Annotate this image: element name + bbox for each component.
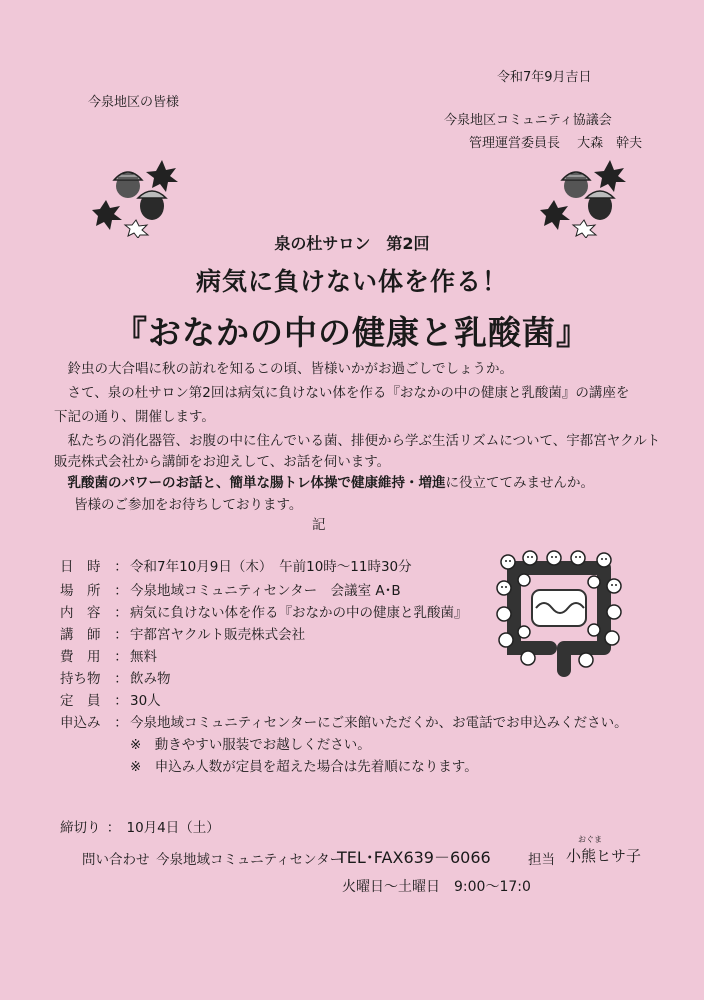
detail-value: 令和7年10月9日（木） 午前10時〜11時30分 bbox=[130, 559, 412, 575]
intro-line: 販売株式会社から講師をお迎えして、お話を伺います。 bbox=[54, 454, 391, 470]
office-hours: 火曜日〜土曜日 9:00〜17:0 bbox=[342, 879, 531, 895]
intro-line: 下記の通り、開催します。 bbox=[54, 409, 215, 425]
autumn-leaves-acorns-icon bbox=[92, 158, 182, 238]
smiling-intestine-bacteria-icon bbox=[494, 548, 624, 678]
detail-label: 申込み bbox=[60, 715, 101, 731]
deadline-row: 締切り ： 10月4日（土） bbox=[60, 820, 220, 836]
contact-center: 今泉地域コミュニティセンター bbox=[156, 852, 344, 868]
detail-row-fee: 費 用 ： 無料 bbox=[60, 645, 157, 665]
detail-value: 飲み物 bbox=[130, 671, 171, 687]
note-line: ※ 申込み人数が定員を超えた場合は先着順になります。 bbox=[130, 759, 478, 775]
intro-line: さて、泉の杜サロン第2回は病気に負けない体を作る『おなかの中の健康と乳酸菌』の講座を bbox=[54, 385, 630, 401]
intro-line: 鈴虫の大合唱に秋の訪れを知るこの頃、皆様いかがお過ごしでしょうか。 bbox=[54, 361, 513, 377]
highlight-bold: 乳酸菌のパワーのお話と、簡単な腸トレ体操で健康維持・増進 bbox=[67, 475, 446, 491]
detail-value: 病気に負けない体を作る『おなかの中の健康と乳酸菌』 bbox=[130, 605, 468, 621]
detail-label: 内 容 bbox=[60, 605, 101, 621]
detail-row-belongings: 持ち物 ： 飲み物 bbox=[60, 667, 171, 687]
detail-row-place: 場 所 ： 今泉地域コミュニティセンター 会議室 A･B bbox=[60, 579, 401, 599]
detail-value: 今泉地域コミュニティセンター 会議室 A･B bbox=[130, 583, 401, 599]
detail-row-lecturer: 講 師 ： 宇都宮ヤクルト販売株式会社 bbox=[60, 623, 305, 643]
person-name: 小熊ヒサ子 bbox=[566, 847, 642, 865]
contact-label: 問い合わせ bbox=[82, 852, 150, 868]
detail-row-content: 内 容 ： 病気に負けない体を作る『おなかの中の健康と乳酸菌』 bbox=[60, 601, 468, 621]
detail-value: 今泉地域コミュニティセンターにご来館いただくか、お電話でお申込みください。 bbox=[130, 715, 628, 731]
main-title: 『おなかの中の健康と乳酸菌』 bbox=[114, 313, 590, 352]
detail-label: 定 員 bbox=[60, 693, 101, 709]
headline: 病気に負けない体を作る！ bbox=[195, 267, 508, 296]
highlight-line bbox=[54, 472, 594, 494]
closing-line: 皆様のご参加をお待ちしております。 bbox=[74, 497, 303, 513]
detail-row-datetime: 日 時 ： 令和7年10月9日（木） 午前10時〜11時30分 bbox=[60, 555, 412, 575]
detail-label: 持ち物 bbox=[60, 671, 101, 687]
contact-tel: TEL･FAX639－6066 bbox=[337, 848, 491, 867]
addressee: 今泉地区の皆様 bbox=[88, 95, 180, 110]
person-ruby: おぐま bbox=[578, 835, 602, 844]
person-label: 担当 bbox=[528, 852, 555, 868]
sender-name: 管理運営委員長 大森 幹夫 bbox=[469, 136, 643, 151]
ki-mark: 記 bbox=[312, 517, 326, 533]
deadline-label: 締切り bbox=[60, 820, 101, 836]
detail-label: 場 所 bbox=[60, 583, 101, 599]
detail-value: 30人 bbox=[130, 693, 161, 709]
detail-label: 講 師 bbox=[60, 627, 101, 643]
detail-label: 日 時 bbox=[60, 559, 101, 575]
organization-name: 今泉地区コミュニティ協議会 bbox=[444, 113, 612, 128]
detail-row-application: 申込み ： 今泉地域コミュニティセンターにご来館いただくか、お電話でお申込みください。 bbox=[60, 711, 628, 731]
detail-label: 費 用 bbox=[60, 649, 101, 665]
detail-row-capacity: 定 員 ： 30人 bbox=[60, 689, 161, 709]
intro-line: 私たちの消化器管、お腹の中に住んでいる菌、排便から学ぶ生活リズムについて、宇都宮ヤクルト bbox=[54, 433, 661, 449]
autumn-leaves-acorns-icon bbox=[540, 158, 630, 238]
detail-value: 宇都宮ヤクルト販売株式会社 bbox=[130, 627, 306, 643]
note-line: ※ 動きやすい服装でお越しください。 bbox=[130, 737, 371, 753]
issue-date: 令和7年9月吉日 bbox=[497, 70, 592, 85]
series-title: 泉の杜サロン 第2回 bbox=[274, 234, 430, 253]
deadline-value: 10月4日（土） bbox=[126, 820, 220, 836]
highlight-rest: に役立ててみませんか。 bbox=[445, 475, 594, 491]
detail-value: 無料 bbox=[130, 649, 157, 665]
